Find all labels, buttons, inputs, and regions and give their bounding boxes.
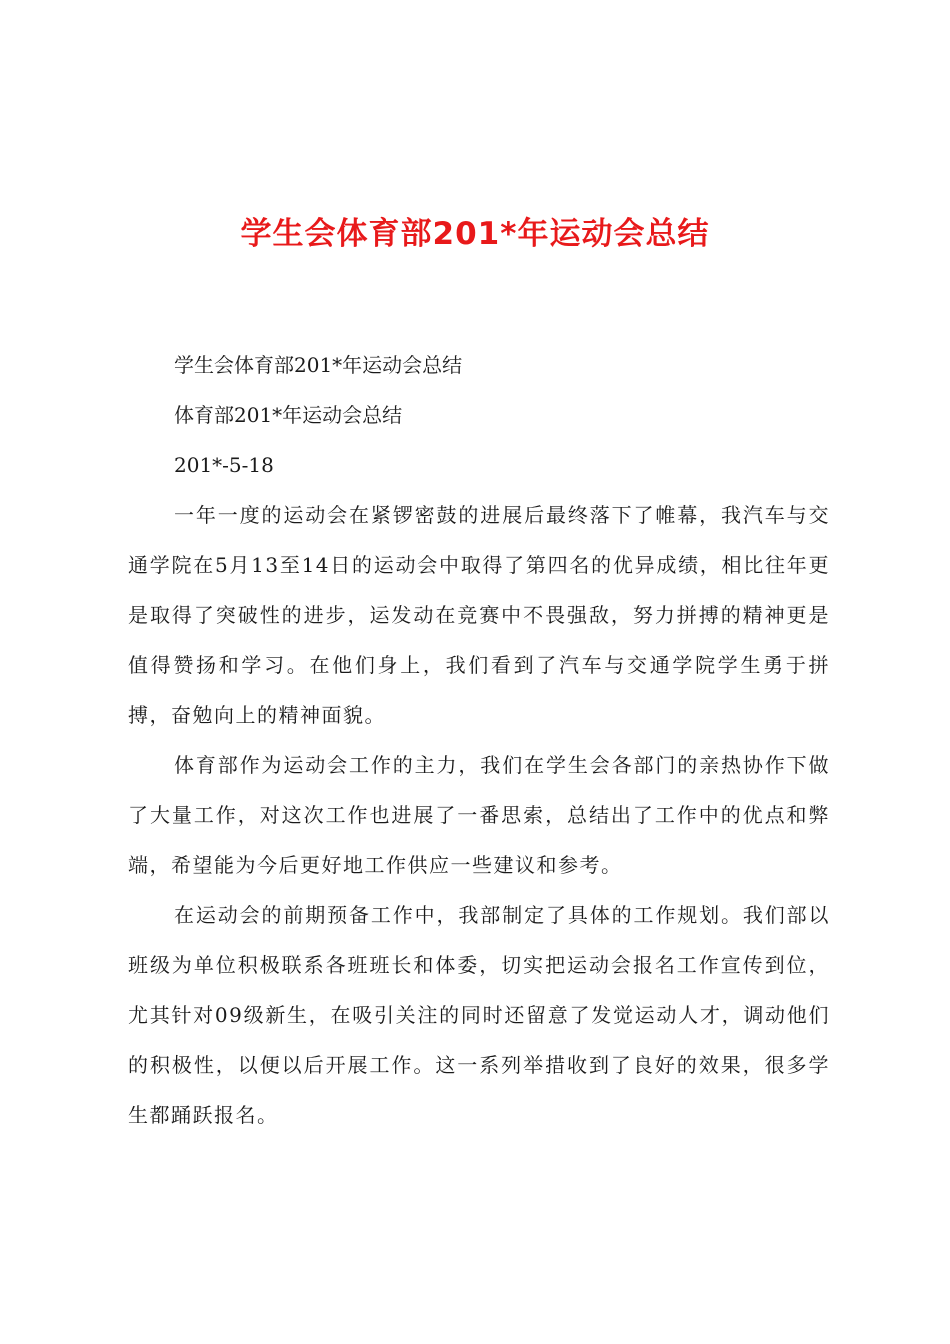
- paragraph: 一年一度的运动会在紧锣密鼓的进展后最终落下了帷幕，我汽车与交通学院在5月13至14日的运动会中取得了第四名的优异成绩，相比往年更是取得了突破性的进步，运发动在竞赛中不畏强敌，努力拼搏的精神更是值得赞扬和学习。在他们身上，我们看到了汽车与交通学院学生勇于拼搏，奋勉向上的精神面貌。: [128, 503, 830, 727]
- header-line-subtitle: 体育部201*年运动会总结: [174, 403, 403, 427]
- paragraph: 在运动会的前期预备工作中，我部制定了具体的工作规划。我们部以班级为单位积极联系各班班长和体委，切实把运动会报名工作宣传到位，尤其针对09级新生，在吸引关注的同时还留意了发觉运动人才，调动他们的积极性，以便以后开展工作。这一系列举措收到了良好的效果，很多学生都踊跃报名。: [128, 903, 830, 1127]
- paragraph: 体育部作为运动会工作的主力，我们在学生会各部门的亲热协作下做了大量工作，对这次工作也进展了一番思索，总结出了工作中的优点和弊端，希望能为今后更好地工作供应一些建议和参考。: [128, 753, 830, 877]
- header-line-date: 201*-5-18: [174, 453, 274, 477]
- document-body: [128, 340, 830, 1140]
- document-title: 学生会体育部201*年运动会总结: [240, 216, 710, 252]
- header-line-title: 学生会体育部201*年运动会总结: [174, 353, 463, 377]
